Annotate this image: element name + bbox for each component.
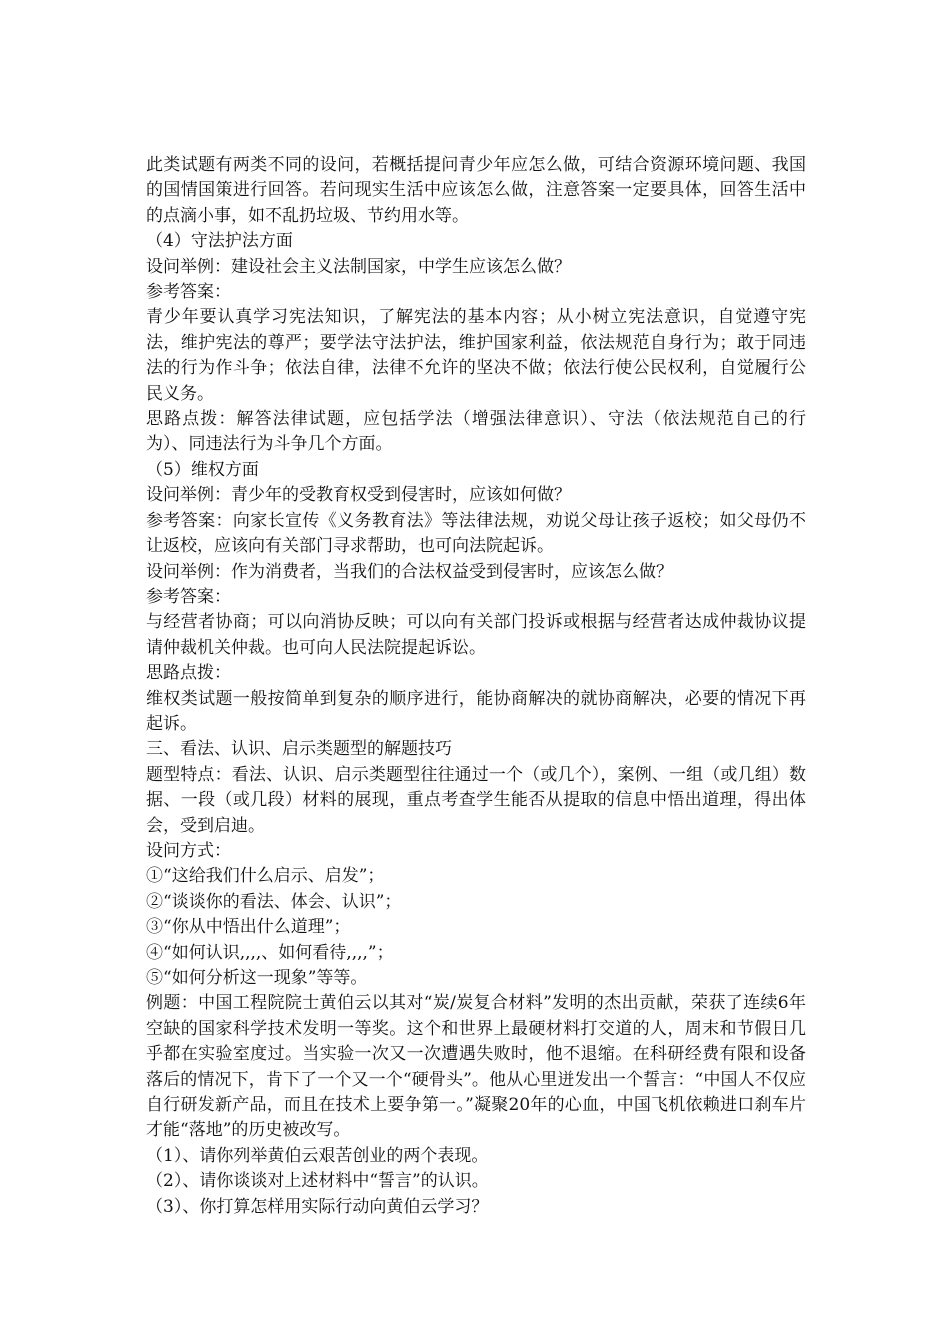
question-format-item: ④“如何认识,,,,、如何看待,,,,”； xyxy=(146,942,394,963)
question-example: 设问举例：青少年的受教育权受到侵害时，应该如何做？ xyxy=(146,485,571,506)
question-example: 设问举例：建设社会主义法制国家，中学生应该怎么做？ xyxy=(146,256,571,277)
answer-text: 与经营者协商；可以向消协反映；可以向有关部门投诉或根据与经营者达成仲裁协议提请仲裁机关仲裁。也可向人民法院提起诉讼。 xyxy=(146,612,806,658)
exercise-question: （3）、你打算怎样用实际行动向黄伯云学习？ xyxy=(146,1196,489,1217)
section-heading: 三、看法、认识、启示类题型的解题技巧 xyxy=(146,739,452,760)
answer-label: 参考答案： xyxy=(146,282,231,303)
document-body xyxy=(146,153,806,1220)
exercise-question: （1）、请你列举黄伯云艰苦创业的两个表现。 xyxy=(146,1145,489,1166)
question-format-item: ②“谈谈你的看法、体会、认识”； xyxy=(146,891,402,912)
answer-label: 参考答案： xyxy=(146,586,231,607)
heading-rights-section: （5）维权方面 xyxy=(146,459,259,480)
exercise-question: （2）、请你谈谈对上述材料中“誓言”的认识。 xyxy=(146,1171,489,1192)
question-format-label: 设问方式： xyxy=(146,840,231,861)
question-format-item: ③“你从中悟出什么道理”； xyxy=(146,917,351,938)
hint-text: 思路点拨：解答法律试题，应包括学法（增强法律意识）、守法（依法规范自己的行为）、同违法行为斗争几个方面。 xyxy=(146,409,806,455)
answer-text: 参考答案：向家长宣传《义务教育法》等法律法规，劝说父母让孩子返校；如父母仍不让返校，应该向有关部门寻求帮助，也可向法院起诉。 xyxy=(146,510,806,557)
heading-law-section: （4）守法护法方面 xyxy=(146,231,293,252)
question-example: 设问举例：作为消费者，当我们的合法权益受到侵害时，应该怎么做？ xyxy=(146,561,673,582)
question-format-item: ⑤“如何分析这一现象”等等。 xyxy=(146,968,368,988)
example-material: 例题：中国工程院院士黄伯云以其对“炭/炭复合材料”发明的杰出贡献，荣获了连续6年空缺的国家科学技术发明一等奖。这个和世界上最硬材料打交道的人，周末和节假日几乎都在实验室度过。当实验一次又一次遭遇失败时，他不退缩。在科研经费有限和设备落后的情况下，肯下了一个又一个“硬骨头”。他从心里迸发出一个誓言：“中国人不仅应自行研发新产品，而且在技术上要争第一。”凝聚20年的心血，中国飞机依赖进口刹车片才能“落地”的历史被改写。 xyxy=(146,993,806,1141)
paragraph-intro: 此类试题有两类不同的设问，若概括提问青少年应怎么做，可结合资源环境问题、我国的国情国策进行回答。若问现实生活中应该怎么做，注意答案一定要具体，回答生活中的点滴小事，如不乱扔垃圾、节约用水等。 xyxy=(146,155,806,226)
answer-text: 青少年要认真学习宪法知识，了解宪法的基本内容；从小树立宪法意识，自觉遵守宪法，维护宪法的尊严；要学法守法护法，维护国家利益，依法规范自身行为；敢于同违法的行为作斗争；依法自律，法律不允许的坚决不做；依法行使公民权利，自觉履行公民义务。 xyxy=(146,307,806,404)
hint-label: 思路点拨： xyxy=(146,663,231,684)
hint-text: 维权类试题一般按简单到复杂的顺序进行，能协商解决的就协商解决，必要的情况下再起诉。 xyxy=(146,688,806,734)
question-type-description: 题型特点：看法、认识、启示类题型往往通过一个（或几个），案例、一组（或几组）数据、一段（或几段）材料的展现，重点考查学生能否从提取的信息中悟出道理，得出体会，受到启迪。 xyxy=(146,764,806,836)
question-format-item: ①“这给我们什么启示、启发”； xyxy=(146,866,385,887)
